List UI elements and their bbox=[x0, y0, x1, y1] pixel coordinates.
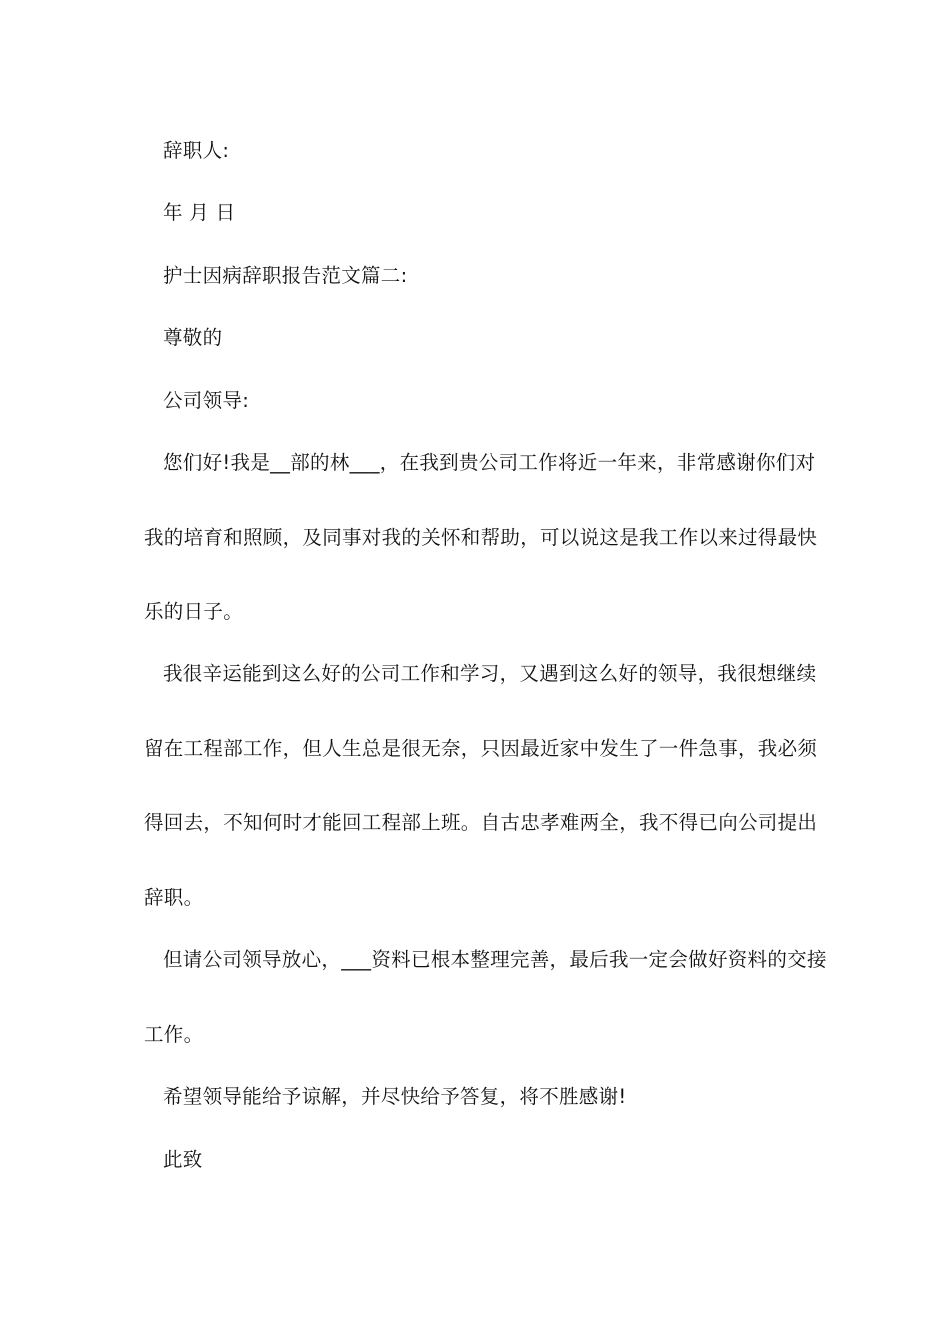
paragraph-2-line-4: 辞职。 bbox=[144, 886, 204, 909]
paragraph-2-line-2: 留在工程部工作，但人生总是很无奈，只因最近家中发生了一件急事，我必须 bbox=[144, 737, 818, 760]
paragraph-1-line-3: 乐的日子。 bbox=[144, 600, 244, 623]
signature-label: 辞职人: bbox=[163, 139, 230, 162]
paragraph-3-line-1: 但请公司领导放心，___资料已根本整理完善，最后我一定会做好资料的交接 bbox=[163, 948, 827, 971]
paragraph-4: 希望领导能给予谅解，并尽快给予答复，将不胜感谢! bbox=[163, 1085, 627, 1108]
section-title: 护士因病辞职报告范文篇二: bbox=[163, 264, 408, 287]
date-line: 年 月 日 bbox=[163, 201, 236, 224]
salutation-recipient: 公司领导: bbox=[163, 389, 250, 412]
paragraph-1-line-2: 我的培育和照顾，及同事对我的关怀和帮助，可以说这是我工作以来过得最快 bbox=[144, 526, 818, 549]
paragraph-1-line-1: 您们好!我是__部的林___，在我到贵公司工作将近一年来，非常感谢你们对 bbox=[163, 451, 816, 474]
paragraph-2-line-1: 我很辛运能到这么好的公司工作和学习，又遇到这么好的领导，我很想继续 bbox=[163, 662, 817, 685]
paragraph-2-line-3: 得回去，不知何时才能回工程部上班。自古忠孝难两全，我不得已向公司提出 bbox=[144, 811, 818, 834]
closing-line: 此致 bbox=[163, 1148, 203, 1171]
salutation-respectful: 尊敬的 bbox=[163, 326, 223, 349]
paragraph-3-line-2: 工作。 bbox=[144, 1023, 204, 1046]
